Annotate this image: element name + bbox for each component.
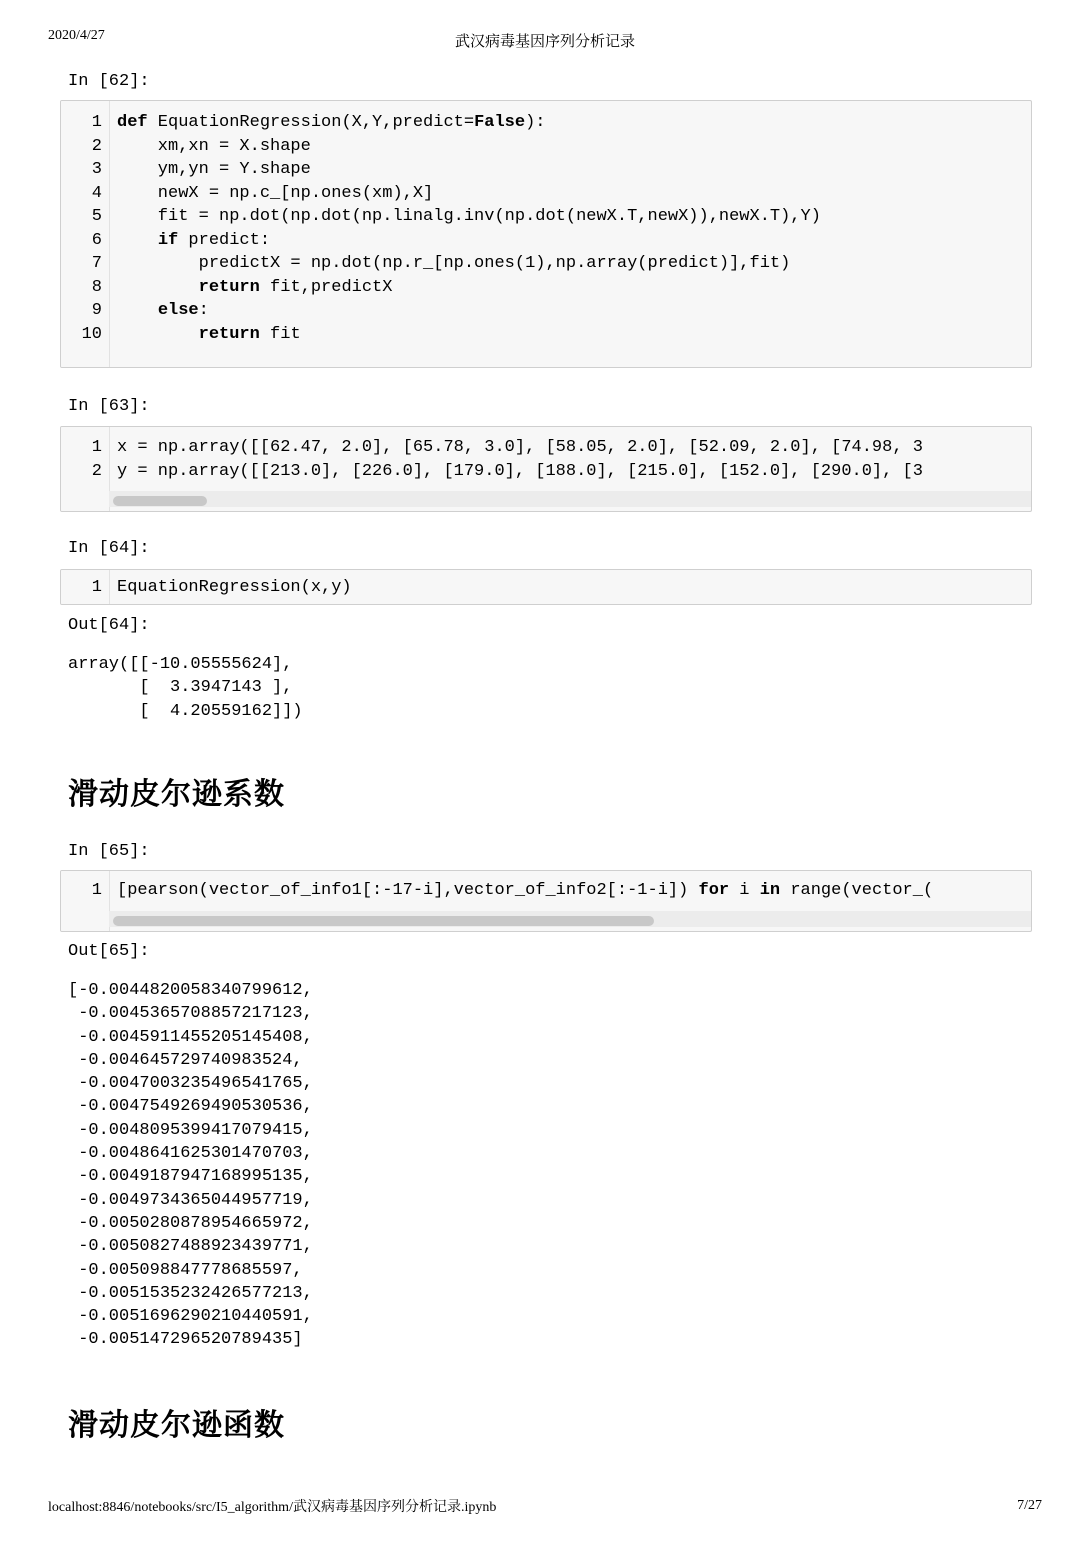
code-cell-62[interactable]: 1 def EquationRegression(X,Y,predict=False): 2 xm,xn = X.shape 3 ym,yn = Y.shape 4 newX = np.c_[np.ones(xm),X] 5 fit = np.dot(np.dot(np.linalg.inv(np.dot(newX.T,newX)),newX.T),Y) 6 if predict: 7 predictX = np.dot(np.r_[np.ones(1),np.array(predict)],fit) 8 return fit,predictX 9 else: 10 return fit [60, 100, 1032, 368]
cell-62-prompt: In [62]: [68, 72, 150, 91]
code-cell-63[interactable]: 1 x = np.array([[62.47, 2.0], [65.78, 3.0], [58.05, 2.0], [52.09, 2.0], [74.98, 3 2 y = np.array([[213.0], [226.0], [179.0], [188.0], [215.0], [152.0], [290.0], [3 [60, 426, 1032, 512]
cell-64-prompt: In [64]: [68, 539, 150, 558]
code-line: x = np.array([[62.47, 2.0], [65.78, 3.0], [58.05, 2.0], [52.09, 2.0], [74.98, 3 [117, 438, 923, 457]
code-line: fit = np.dot(np.dot(np.linalg.inv(np.dot(newX.T,newX)),newX.T),Y) [117, 207, 821, 226]
code-line: y = np.array([[213.0], [226.0], [179.0], [188.0], [215.0], [152.0], [290.0], [3 [117, 462, 923, 481]
print-title: 武汉病毒基因序列分析记录 [454, 34, 635, 50]
print-date: 2020/4/27 [48, 28, 105, 43]
section-heading: 滑动皮尔逊函数 [68, 1408, 285, 1443]
scrollbar-thumb[interactable] [113, 916, 654, 926]
code-line: return fit,predictX [198, 277, 393, 297]
cell-65-prompt: In [65]: [68, 842, 150, 861]
page-number: 7/27 [1017, 1498, 1042, 1513]
output-65: [-0.0044820058340799612, -0.0045365708857217123, -0.0045911455205145408, -0.004645729740983524, -0.0047003235496541765, -0.0047549269490530536, -0.0048095399417079415, -0.0048641625301470703, -0.0049187947168995135, -0.0049734365044957719, -0.0050280878954665972, -0.0050827488923439771, -0.005098847778685597, -0.0051535232426577213, -0.0051696290210440591, -0.005147296520789435] [68, 981, 313, 1350]
horizontal-scrollbar[interactable] [109, 491, 1031, 507]
code-cell-65[interactable]: 1 [pearson(vector_of_info1[:-17-i],vector_of_info2[:-1-i]) for i in range(vector_( [60, 870, 1032, 932]
horizontal-scrollbar[interactable] [109, 911, 1031, 927]
scrollbar-thumb[interactable] [113, 496, 207, 506]
code-line: def EquationRegression(X,Y,predict=False): [117, 113, 546, 132]
print-url: localhost:8846/notebooks/src/I5_algorithm/武汉病毒基因序列分析记录.ipynb [48, 1500, 497, 1515]
out-64-prompt: Out[64]: [68, 616, 150, 635]
code-line: return fit [198, 324, 301, 344]
code-line: [pearson(vector_of_info1[:-17-i],vector_of_info2[:-1-i]) for i in range(vector_( [117, 881, 934, 900]
code-line: xm,xn = X.shape [117, 136, 311, 156]
code-line: if predict: [157, 230, 271, 250]
code-cell-64[interactable]: 1 EquationRegression(x,y) [60, 569, 1032, 605]
section-heading: 滑动皮尔逊系数 [68, 777, 285, 812]
code-line: EquationRegression(x,y) [117, 578, 352, 597]
code-line: else: [157, 301, 209, 320]
code-line: ym,yn = Y.shape [117, 160, 311, 179]
output-64: array([[-10.05555624], [ 3.3947143 ], [ 4.20559162]]) [68, 655, 303, 721]
code-line: predictX = np.dot(np.r_[np.ones(1),np.array(predict)],fit) [117, 254, 791, 273]
code-line: newX = np.c_[np.ones(xm),X] [117, 183, 434, 203]
out-65-prompt: Out[65]: [68, 942, 150, 961]
cell-63-prompt: In [63]: [68, 397, 150, 416]
